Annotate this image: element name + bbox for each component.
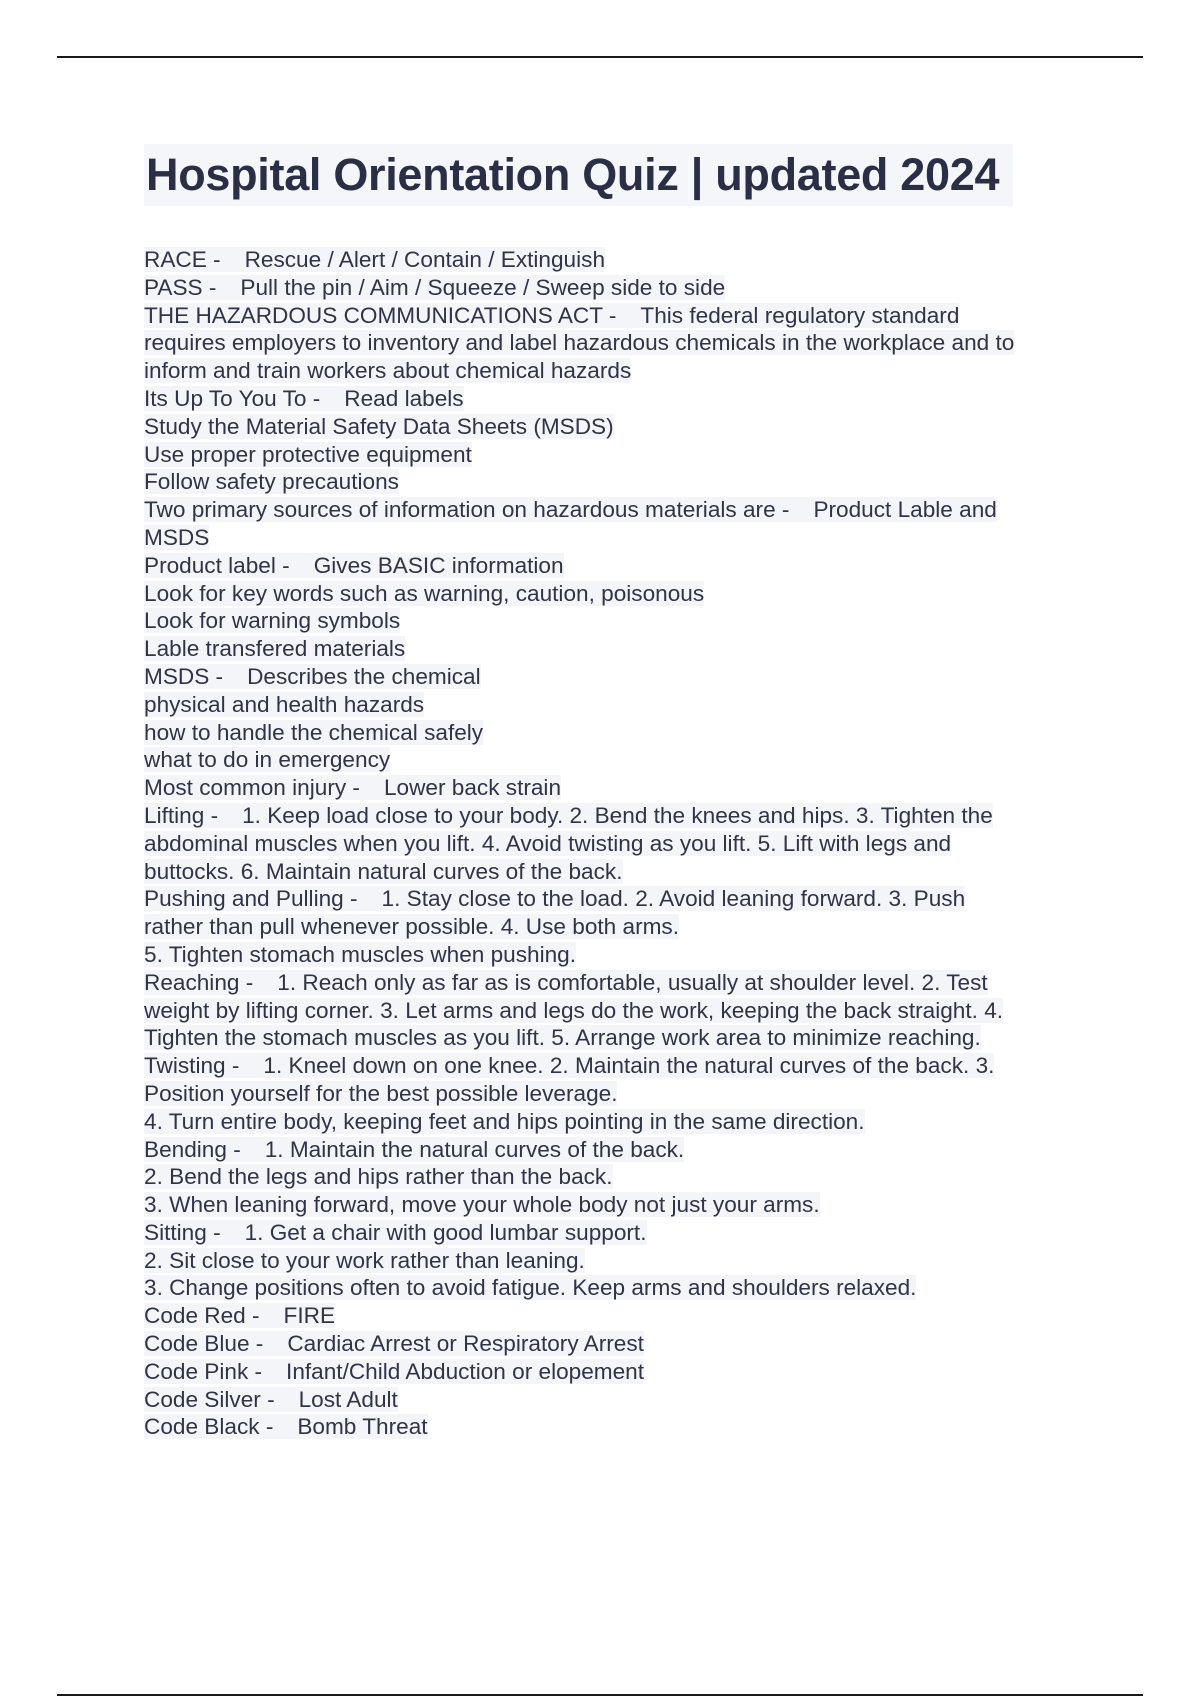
line-content — [144, 914, 679, 939]
line-content — [144, 1359, 644, 1384]
text-line — [144, 719, 1104, 747]
line-content — [144, 442, 472, 467]
text-line — [144, 329, 1104, 357]
text-line — [144, 246, 1104, 274]
line-content — [144, 330, 1014, 355]
term-label: Two primary sources of information on hazardous materials are - — [144, 497, 790, 523]
text-line — [144, 802, 1104, 830]
term-definition: 1. Maintain the natural curves of the back. — [264, 1136, 685, 1162]
term-label: Code Silver - — [144, 1386, 275, 1412]
term-label: PASS - — [144, 274, 217, 300]
line-text: 4. Turn entire body, keeping feet and hips pointing in the same direction. — [144, 1108, 865, 1134]
page-title: Hospital Orientation Quiz | updated 2024 — [144, 144, 1013, 206]
line-content — [144, 1275, 916, 1300]
line-content — [144, 358, 631, 383]
text-line — [144, 1080, 1104, 1108]
text-line — [144, 830, 1104, 858]
line-text: Look for key words such as warning, caution, poisonous — [144, 580, 705, 606]
text-line — [144, 663, 1104, 691]
flashcard-list — [144, 246, 1104, 1441]
text-line — [144, 580, 1104, 608]
line-content — [144, 664, 481, 689]
line-content — [144, 692, 424, 717]
line-text: requires employers to inventory and label hazardous chemicals in the workplace and to — [144, 330, 1015, 356]
text-line — [144, 552, 1104, 580]
line-text: MSDS — [144, 524, 210, 550]
term-definition: 1. Get a chair with good lumbar support. — [244, 1219, 647, 1245]
term-label: Code Black - — [144, 1414, 274, 1440]
bottom-rule — [57, 1694, 1143, 1696]
top-rule — [57, 56, 1143, 58]
line-content — [144, 1331, 644, 1356]
line-text: buttocks. 6. Maintain natural curves of the back. — [144, 858, 623, 884]
line-content — [144, 1303, 335, 1328]
term-label: Product label - — [144, 552, 290, 578]
term-definition: Gives BASIC information — [313, 552, 564, 578]
line-text: Position yourself for the best possible leverage. — [144, 1080, 618, 1106]
line-content — [144, 859, 623, 884]
term-definition: Infant/Child Abduction or elopement — [286, 1358, 645, 1384]
term-definition: 1. Kneel down on one knee. 2. Maintain the natural curves of the back. 3. — [263, 1053, 995, 1079]
line-text: what to do in emergency — [144, 747, 391, 773]
term-definition: Rescue / Alert / Contain / Extinguish — [244, 247, 606, 272]
term-definition: Describes the chemical — [247, 663, 481, 689]
text-line — [144, 1052, 1104, 1080]
line-content — [144, 1387, 398, 1412]
term-definition: FIRE — [283, 1303, 336, 1329]
line-text: 3. Change positions often to avoid fatigue. Keep arms and shoulders relaxed. — [144, 1275, 917, 1301]
line-content — [144, 970, 988, 995]
term-label: Code Red - — [144, 1303, 260, 1329]
line-text: Look for warning symbols — [144, 608, 401, 634]
term-label: Lifting - — [144, 802, 219, 828]
line-content — [144, 1164, 613, 1189]
line-content — [144, 469, 399, 494]
text-line — [144, 941, 1104, 969]
line-content — [144, 581, 704, 606]
term-label: Code Pink - — [144, 1358, 263, 1384]
text-line — [144, 969, 1104, 997]
text-line — [144, 274, 1104, 302]
line-content — [144, 886, 965, 911]
line-text: 2. Sit close to your work rather than leaning. — [144, 1247, 585, 1273]
text-line — [144, 691, 1104, 719]
document-body — [144, 144, 1104, 1441]
line-text: Tighten the stomach muscles as you lift. 5. Arrange work area to minimize reaching. — [144, 1025, 981, 1051]
text-line — [144, 413, 1104, 441]
term-label: RACE - — [144, 247, 221, 272]
line-content — [144, 247, 605, 272]
text-line — [144, 1163, 1104, 1191]
text-line — [144, 357, 1104, 385]
line-content — [144, 497, 997, 522]
text-line — [144, 468, 1104, 496]
text-line — [144, 746, 1104, 774]
term-label: Its Up To You To - — [144, 385, 321, 411]
line-text: 3. When leaning forward, move your whole body not just your arms. — [144, 1192, 820, 1218]
term-definition: 1. Keep load close to your body. 2. Bend the knees and hips. 3. Tighten the — [242, 802, 993, 828]
text-line — [144, 496, 1104, 524]
text-line — [144, 885, 1104, 913]
line-text: Follow safety precautions — [144, 469, 399, 495]
line-text: 5. Tighten stomach muscles when pushing. — [144, 941, 577, 967]
line-content — [144, 275, 725, 300]
text-line — [144, 385, 1104, 413]
line-text: Study the Material Safety Data Sheets (MSDS) — [144, 413, 614, 439]
line-content — [144, 803, 993, 828]
line-text: Use proper protective equipment — [144, 441, 472, 467]
term-label: Pushing and Pulling - — [144, 886, 358, 912]
term-definition: Product Lable and — [813, 497, 997, 523]
text-line — [144, 1413, 1104, 1441]
text-line — [144, 607, 1104, 635]
line-content — [144, 1248, 585, 1273]
line-content — [144, 1109, 865, 1134]
line-content — [144, 720, 483, 745]
line-content — [144, 1220, 647, 1245]
text-line — [144, 997, 1104, 1025]
term-definition: Lower back strain — [383, 775, 562, 801]
line-content — [144, 831, 951, 856]
text-line — [144, 1024, 1104, 1052]
text-line — [144, 913, 1104, 941]
text-line — [144, 524, 1104, 552]
line-content — [144, 553, 564, 578]
line-text: physical and health hazards — [144, 691, 425, 717]
term-label: Reaching - — [144, 969, 254, 995]
text-line — [144, 1247, 1104, 1275]
term-definition: Read labels — [344, 385, 464, 411]
line-content — [144, 1414, 428, 1439]
term-label: Code Blue - — [144, 1331, 264, 1357]
term-definition: Lost Adult — [298, 1386, 398, 1412]
term-label: THE HAZARDOUS COMMUNICATIONS ACT - — [144, 302, 617, 328]
term-definition: Pull the pin / Aim / Squeeze / Sweep side to side — [240, 274, 726, 300]
text-line — [144, 1302, 1104, 1330]
line-text: weight by lifting corner. 3. Let arms and legs do the work, keeping the back straight. 4. — [144, 997, 1004, 1023]
line-content — [144, 414, 614, 439]
line-content — [144, 608, 400, 633]
line-content — [144, 1137, 684, 1162]
term-label: MSDS - — [144, 663, 224, 689]
text-line — [144, 774, 1104, 802]
text-line — [144, 1108, 1104, 1136]
term-label: Sitting - — [144, 1219, 221, 1245]
term-definition: 1. Stay close to the load. 2. Avoid leaning forward. 3. Push — [381, 886, 966, 912]
line-text: inform and train workers about chemical hazards — [144, 358, 632, 384]
line-text: how to handle the chemical safely — [144, 719, 484, 745]
text-line — [144, 1274, 1104, 1302]
text-line — [144, 441, 1104, 469]
term-definition: Cardiac Arrest or Respiratory Arrest — [287, 1331, 644, 1357]
line-content — [144, 1192, 820, 1217]
term-definition: Bomb Threat — [297, 1414, 428, 1440]
line-content — [144, 775, 561, 800]
text-line — [144, 1136, 1104, 1164]
line-content — [144, 747, 390, 772]
line-text: Lable transfered materials — [144, 636, 406, 662]
text-line — [144, 1386, 1104, 1414]
term-label: Most common injury - — [144, 775, 360, 801]
text-line — [144, 858, 1104, 886]
line-content — [144, 303, 959, 328]
term-label: Bending - — [144, 1136, 241, 1162]
line-content — [144, 1081, 617, 1106]
text-line — [144, 635, 1104, 663]
line-text: abdominal muscles when you lift. 4. Avoid twisting as you lift. 5. Lift with legs and — [144, 830, 952, 856]
term-label: Twisting - — [144, 1053, 240, 1079]
text-line — [144, 302, 1104, 330]
line-content — [144, 386, 464, 411]
term-definition: 1. Reach only as far as is comfortable, usually at shoulder level. 2. Test — [277, 969, 988, 995]
text-line — [144, 1191, 1104, 1219]
line-content — [144, 636, 405, 661]
line-content — [144, 1053, 994, 1078]
line-content — [144, 998, 1003, 1023]
line-content — [144, 525, 209, 550]
line-text: rather than pull whenever possible. 4. Use both arms. — [144, 914, 680, 940]
text-line — [144, 1219, 1104, 1247]
text-line — [144, 1330, 1104, 1358]
line-content — [144, 942, 576, 967]
line-content — [144, 1025, 981, 1050]
text-line — [144, 1358, 1104, 1386]
line-text: 2. Bend the legs and hips rather than the back. — [144, 1164, 613, 1190]
term-definition: This federal regulatory standard — [640, 302, 960, 328]
